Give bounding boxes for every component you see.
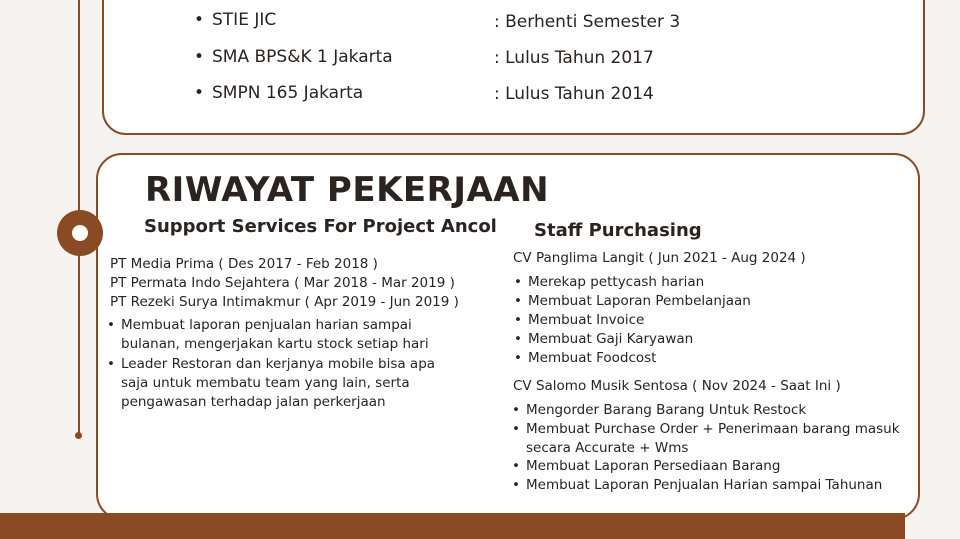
company-name: PT Media Prima ( Des 2017 - Feb 2018 ) (110, 256, 378, 272)
role-title-right: Staff Purchasing (534, 220, 702, 241)
education-status: : Lulus Tahun 2017 (494, 48, 654, 68)
education-school: • SMPN 165 Jakarta (212, 83, 363, 103)
duty-item: • Membuat Laporan Penjualan Harian sampai Tahunan (512, 477, 883, 493)
company-name: CV Panglima Langit ( Jun 2021 - Aug 2024 ) (513, 250, 806, 266)
duty-item: • Membuat laporan penjualan harian sampai bulanan, mengerjakan kartu stock setiap hari (107, 317, 429, 352)
duty-item: • Merekap pettycash harian (514, 274, 705, 290)
duty-item: • Membuat Laporan Persediaan Barang (512, 458, 781, 474)
duty-item: • Membuat Purchase Order + Penerimaan barang masuk secara Accurate + Wms (512, 421, 900, 456)
company-name: CV Salomo Musik Sentosa ( Nov 2024 - Saat Ini ) (513, 378, 841, 394)
timeline-end-dot (75, 432, 82, 439)
duty-item: • Membuat Gaji Karyawan (514, 331, 694, 347)
bottom-accent-bar (0, 513, 905, 539)
duty-item: • Leader Restoran dan kerjanya mobile bisa apa saja untuk membatu team yang lain, serta pengawasan terhadap jalan perkerjaan (107, 356, 436, 410)
education-school: • SMA BPS&K 1 Jakarta (212, 47, 393, 67)
company-name: PT Rezeki Surya Intimakmur ( Apr 2019 - Jun 2019 ) (110, 294, 459, 310)
role-title-left: Support Services For Project Ancol (144, 216, 497, 237)
duty-item: • Membuat Laporan Pembelanjaan (514, 293, 751, 309)
duty-item: • Membuat Invoice (514, 312, 645, 328)
company-name: PT Permata Indo Sejahtera ( Mar 2018 - Mar 2019 ) (110, 275, 455, 291)
duty-item: • Membuat Foodcost (514, 350, 657, 366)
education-status: : Berhenti Semester 3 (494, 12, 681, 32)
education-school: • STIE JIC (212, 10, 276, 30)
section-title: RIWAYAT PEKERJAAN (145, 170, 550, 210)
duty-item: • Mengorder Barang Barang Untuk Restock (512, 402, 807, 418)
education-status: : Lulus Tahun 2014 (494, 84, 654, 104)
timeline-node-icon (57, 210, 103, 256)
